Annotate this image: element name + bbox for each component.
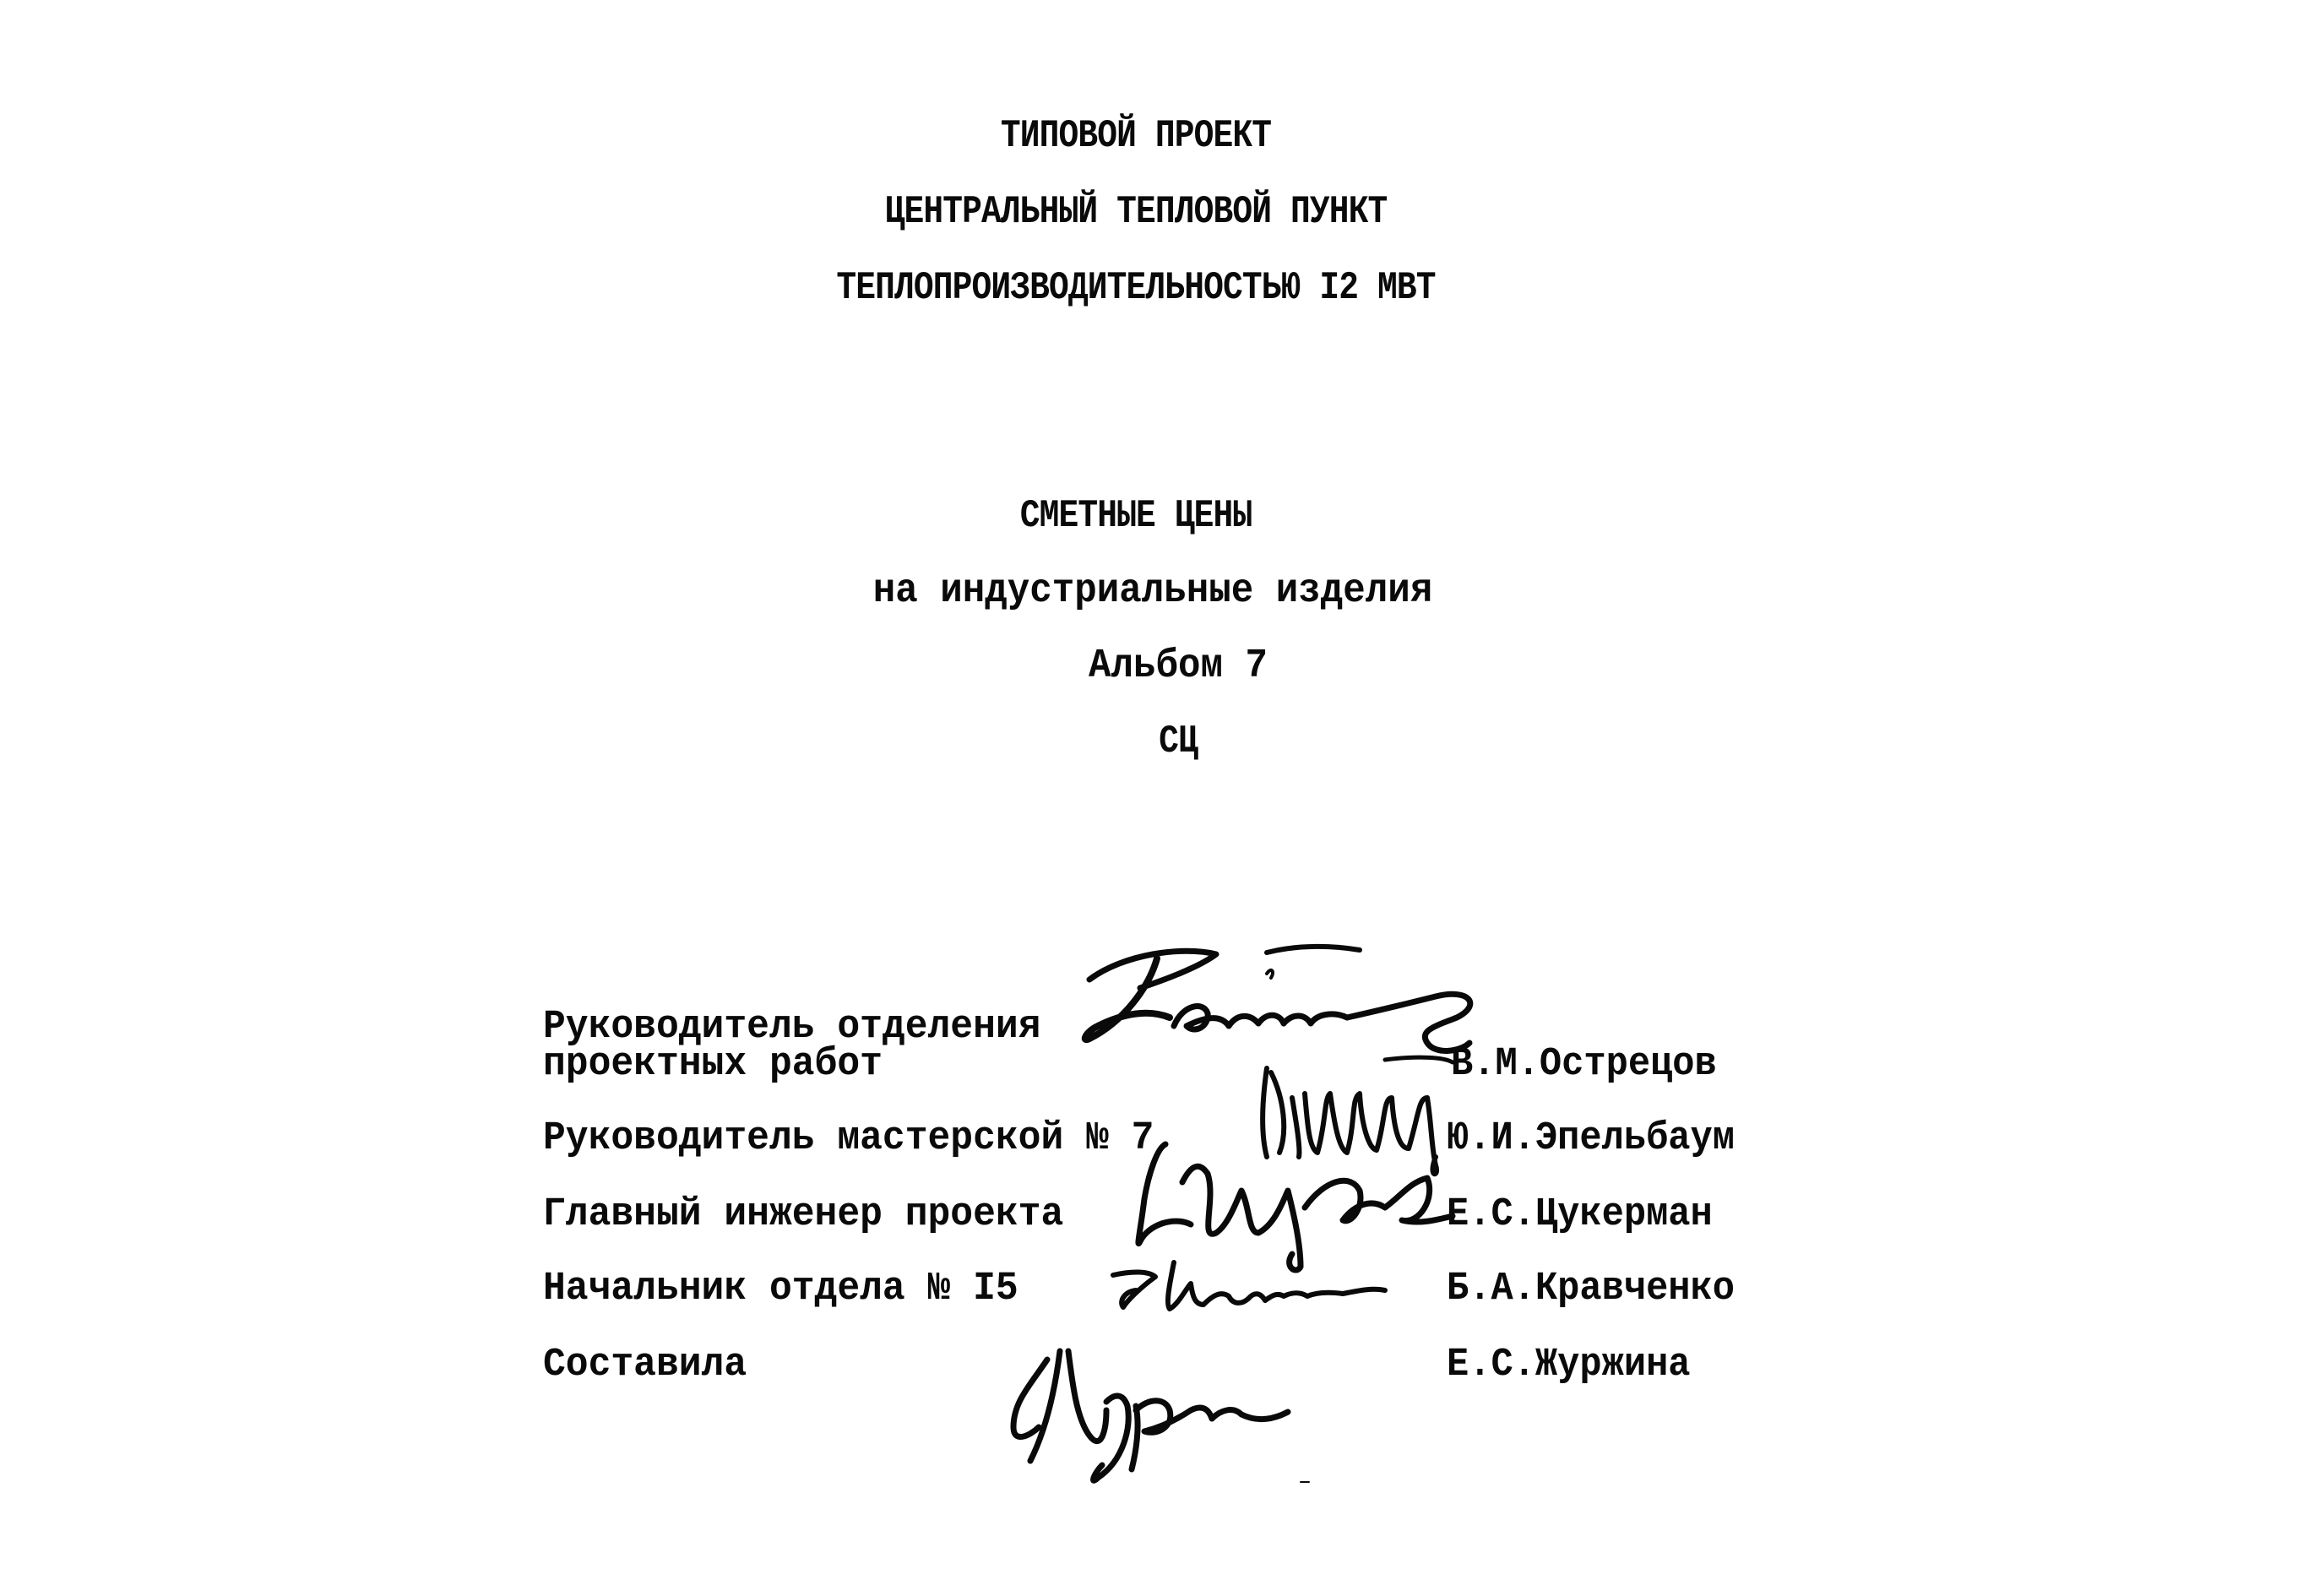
album-number: Альбом 7: [1088, 643, 1268, 689]
signature-1: [1085, 947, 1470, 1062]
signatory-role-1: Руководитель отделения: [543, 1005, 1041, 1050]
signatory-role-2: Руководитель мастерской № 7: [543, 1116, 1154, 1161]
album-code: СЦ: [1159, 719, 1198, 763]
signature-2: [1263, 1068, 1437, 1174]
doc-type-title: ТИПОВОЙ ПРОЕКТ: [1000, 114, 1272, 158]
signatory-role-5: Составила: [543, 1343, 747, 1387]
signatory-name-1: В.М.Острецов: [1451, 1042, 1717, 1087]
section-title: СМЕТНЫЕ ЦЕНЫ: [1019, 494, 1252, 538]
section-subtitle: на индустриальные изделия: [872, 568, 1433, 614]
signature-5: [1013, 1351, 1309, 1482]
signatory-name-5: Е.С.Журжина: [1447, 1343, 1691, 1387]
project-capacity: ТЕПЛОПРОИЗВОДИТЕЛЬНОСТЬЮ I2 МВТ: [836, 266, 1436, 310]
signatory-role-3: Главный инженер проекта: [543, 1192, 1064, 1237]
signatory-role-4: Начальник отдела № I5: [543, 1267, 1018, 1311]
project-title: ЦЕНТРАЛЬНЫЙ ТЕПЛОВОЙ ПУНКТ: [884, 190, 1388, 234]
signature-3: [1138, 1144, 1453, 1270]
signatory-name-3: Е.С.Цукерман: [1447, 1192, 1713, 1237]
signatory-role-1-cont: проектных работ: [543, 1042, 883, 1087]
signature-4: [1113, 1262, 1385, 1309]
signatory-name-4: Б.А.Кравченко: [1447, 1267, 1736, 1311]
signatory-name-2: Ю.И.Эпельбаум: [1447, 1116, 1736, 1161]
